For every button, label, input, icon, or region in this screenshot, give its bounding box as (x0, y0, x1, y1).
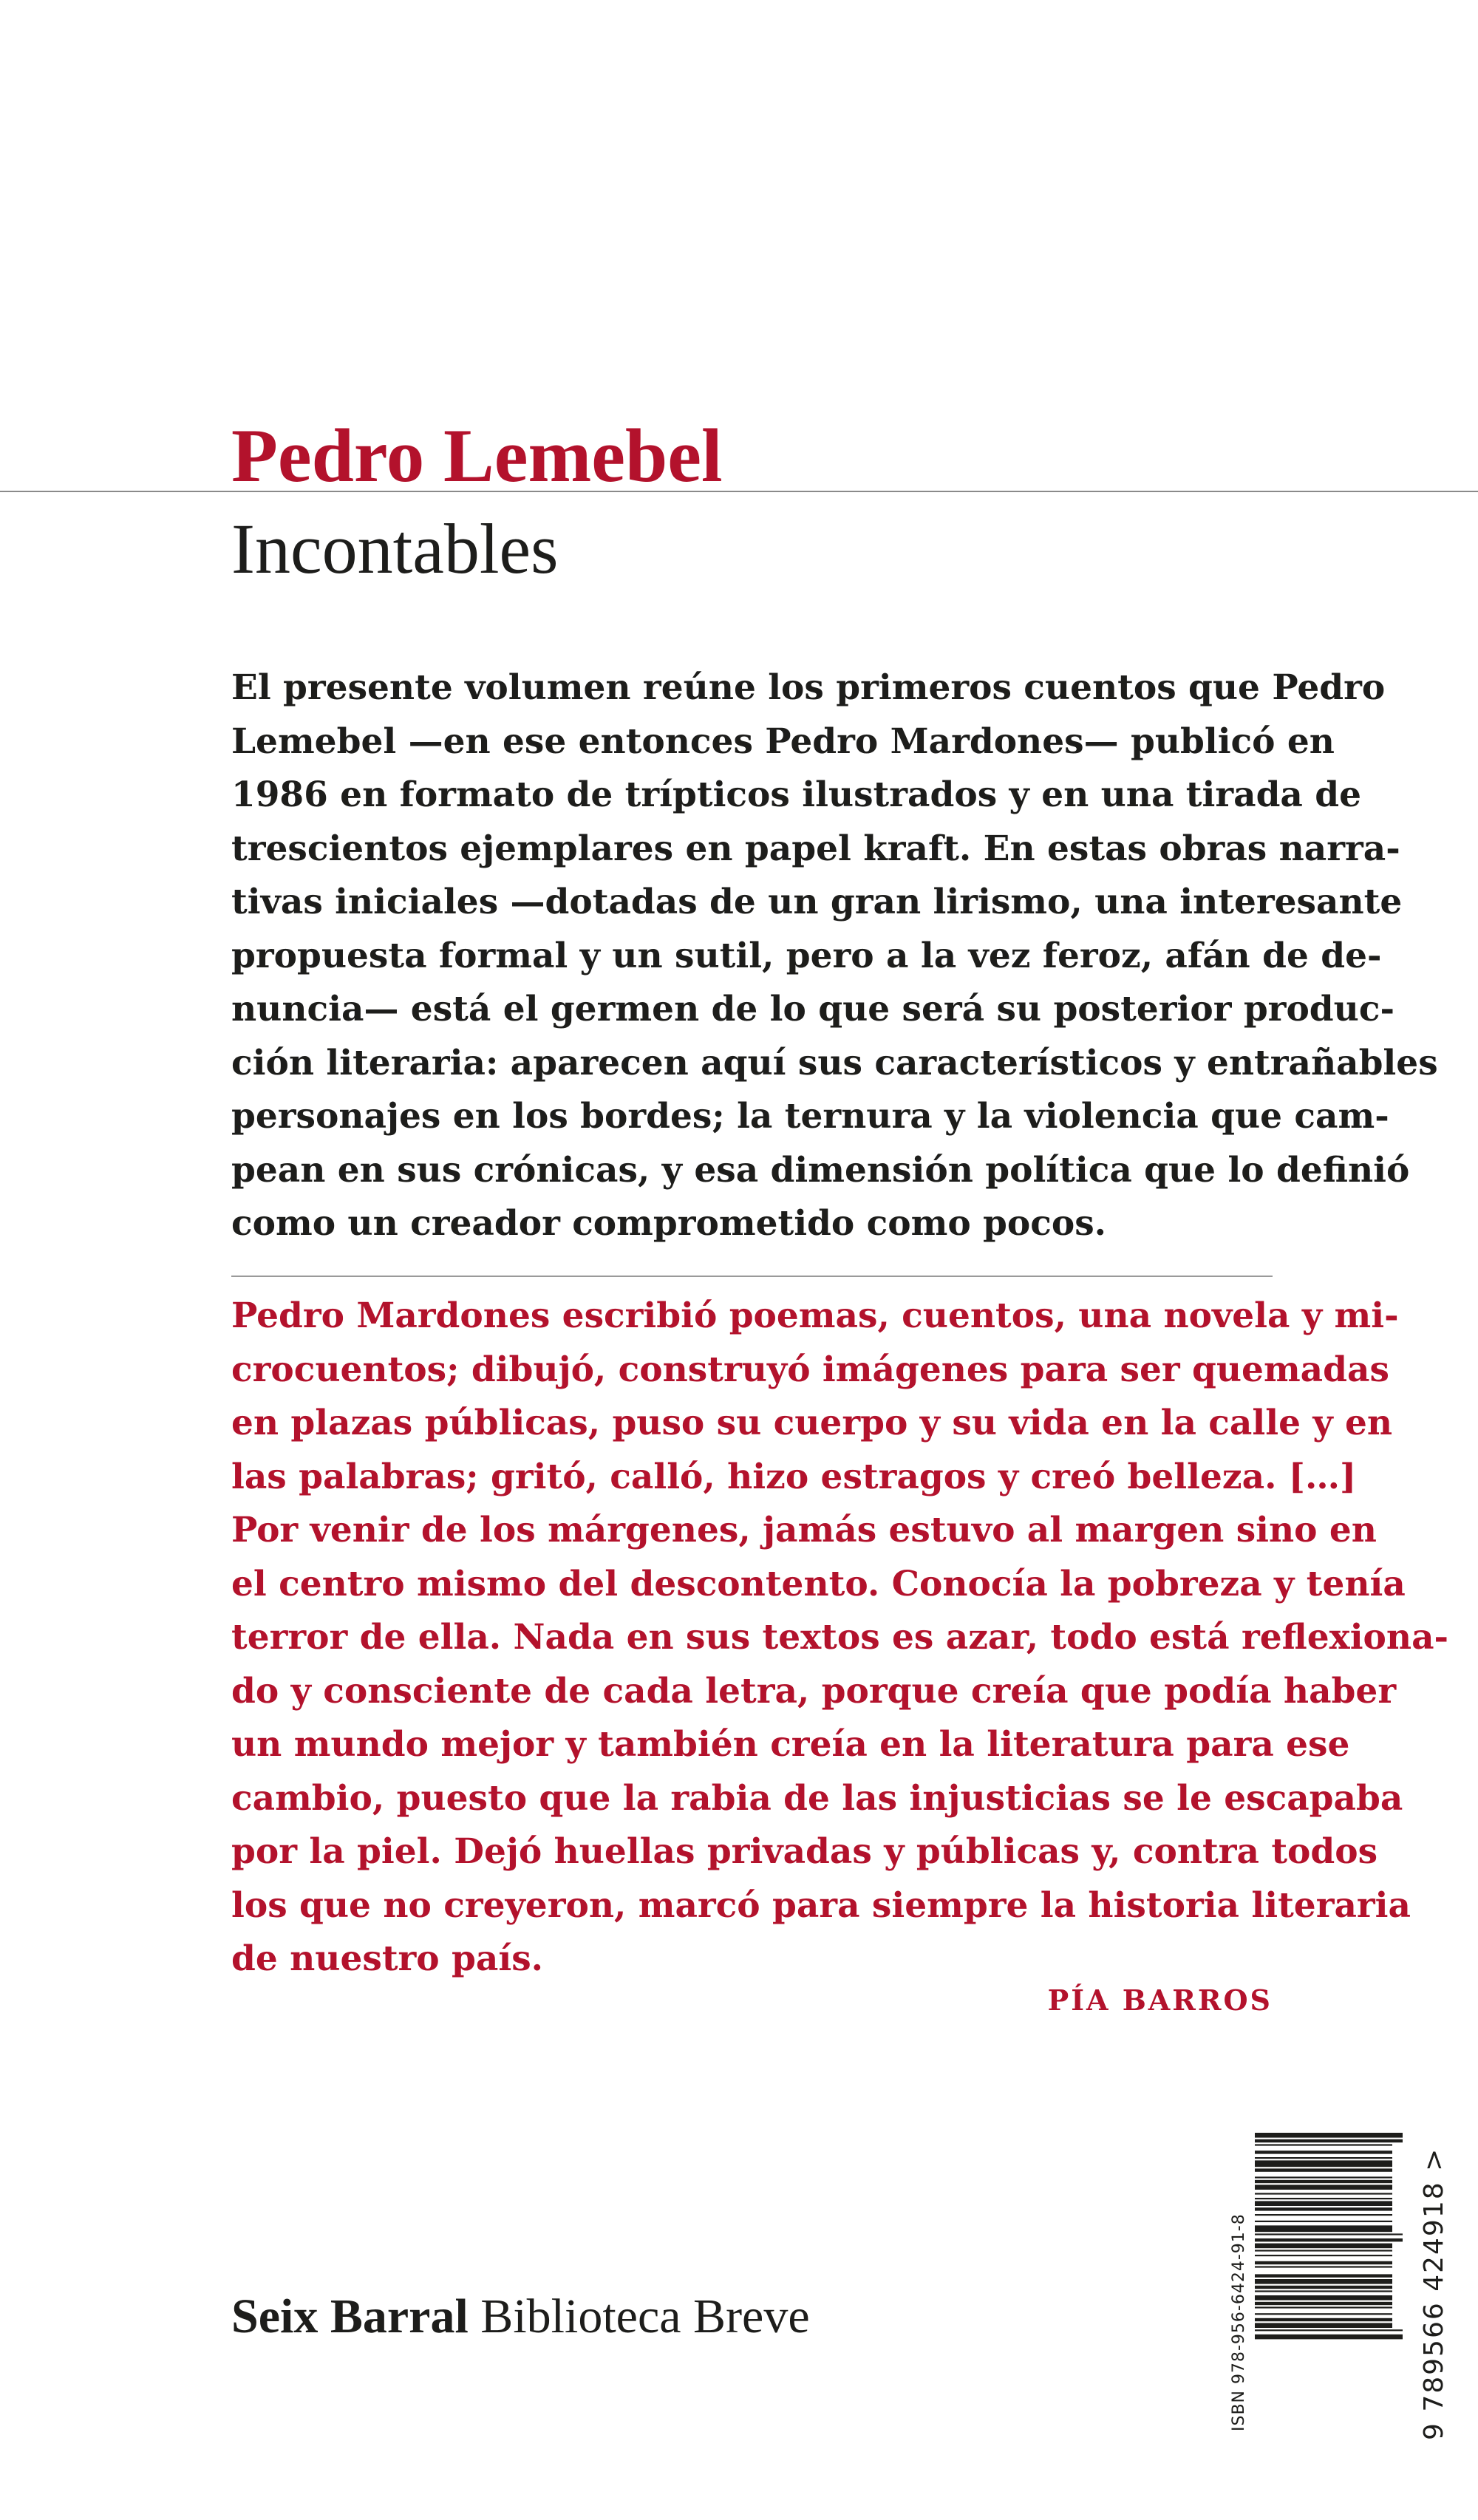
barcode-bar (1255, 2261, 1392, 2264)
barcode-bar (1255, 2180, 1392, 2183)
quote-line: Pedro Mardones escribió poemas, cuentos, una novela y mi- (231, 1295, 1399, 1336)
quote-line: cambio, puesto que la rabia de las injusticias se le escapaba (231, 1777, 1403, 1819)
barcode-bar (1255, 2286, 1392, 2289)
barcode-bar (1255, 2139, 1403, 2142)
barcode-bar (1255, 2233, 1403, 2235)
barcode-bar (1255, 2238, 1403, 2241)
quote-line: de nuestro país. (231, 1938, 544, 1979)
barcode-bar (1255, 2302, 1392, 2305)
barcode-bar (1255, 2279, 1392, 2284)
barcode-bar (1255, 2335, 1403, 2340)
barcode-icon (1203, 2127, 1440, 2441)
barcode-bar (1255, 2306, 1392, 2308)
barcode-bar (1255, 2323, 1392, 2328)
section-divider (231, 1276, 1273, 1277)
barcode-bar (1255, 2255, 1392, 2256)
barcode-bar (1255, 2313, 1392, 2315)
synopsis-line: El presente volumen reúne los primeros cuentos que Pedro (231, 667, 1386, 708)
barcode-bar (1255, 2266, 1392, 2267)
book-title: Incontables (231, 509, 559, 588)
synopsis-line: tivas iniciales —dotadas de un gran lirismo, una interesante (231, 882, 1403, 922)
barcode-bar (1255, 2150, 1392, 2153)
barcode-bar (1255, 2295, 1392, 2301)
barcode-bar (1255, 2318, 1392, 2321)
synopsis-line: nuncia— está el germen de lo que será su posterior produc- (231, 989, 1394, 1029)
barcode-bar (1255, 2198, 1392, 2199)
quote-line: un mundo mejor y también creía en la literatura para ese (231, 1724, 1350, 1765)
collection-name: Biblioteca Breve (480, 2289, 810, 2343)
barcode-bar (1255, 2160, 1392, 2167)
barcode-bar (1255, 2244, 1392, 2249)
quote-line: en plazas públicas, puso su cuerpo y su vida en la calle y en (231, 1403, 1393, 1443)
barcode-bar (1255, 2201, 1392, 2206)
barcode-bar (1255, 2168, 1392, 2171)
author-name: Pedro Lemebel (231, 414, 723, 498)
quote-line: terror de ella. Nada en sus textos es azar, todo está reflexiona- (231, 1617, 1449, 1658)
quote-line: crocuentos; dibujó, construyó imágenes para ser quemadas (231, 1349, 1389, 1390)
isbn-number: ISBN 978-956-6424-91-8 (1230, 2213, 1248, 2431)
synopsis-line: trescientos ejemplares en papel kraft. En estas obras narra- (231, 828, 1400, 869)
barcode-bar (1255, 2184, 1392, 2190)
synopsis-line: pean en sus crónicas, y esa dimensión política que lo definió (231, 1149, 1410, 1191)
quote-line: las palabras; gritó, calló, hizo estragos y creó belleza. […] (231, 1456, 1357, 1497)
barcode-bar (1255, 2250, 1392, 2251)
synopsis-paragraph (231, 661, 1438, 1251)
synopsis-line: ción literaria: aparecen aquí sus característicos y entrañables (231, 1042, 1438, 1083)
quote-line: por la piel. Dejó huellas privadas y públicas y, contra todos (231, 1831, 1378, 1872)
barcode-bar (1255, 2133, 1403, 2138)
blurb-quote (231, 1290, 1449, 1986)
quote-line: do y consciente de cada letra, porque creía que podía haber (231, 1670, 1397, 1712)
barcode-bar (1255, 2214, 1392, 2216)
quote-line: Por venir de los márgenes, jamás estuvo al margen sino en (231, 1510, 1377, 1550)
quote-line: el centro mismo del descontento. Conocía la pobreza y tenía (231, 1563, 1406, 1604)
barcode-bar (1255, 2329, 1403, 2331)
synopsis-line: personajes en los bordes; la ternura y la violencia que cam- (231, 1096, 1389, 1137)
publisher-imprint (231, 2289, 810, 2343)
barcode-digit-text: 9 789566 424918 > (1419, 2147, 1449, 2440)
barcode-bar (1255, 2221, 1392, 2222)
synopsis-line: Lemebel —en ese entonces Pedro Mardones— publicó en (231, 721, 1335, 762)
quote-line: los que no creyeron, marcó para siempre la historia literaria (231, 1884, 1411, 1926)
synopsis-line: como un creador comprometido como pocos. (231, 1203, 1107, 1244)
publisher-name: Seix Barral (231, 2289, 469, 2343)
barcode-bar (1255, 2157, 1392, 2159)
synopsis-line: 1986 en formato de trípticos ilustrados y en una tirada de (231, 774, 1362, 815)
top-rule (0, 491, 1478, 492)
barcode-bar (1255, 2290, 1392, 2292)
barcode-bar (1255, 2144, 1392, 2145)
barcode-bar (1255, 2207, 1392, 2210)
quote-attribution: PÍA BARROS (1047, 1983, 1273, 2017)
barcode-bar (1255, 2193, 1392, 2194)
barcode-bar (1255, 2176, 1392, 2178)
synopsis-line: propuesta formal y un sutil, pero a la vez feroz, afán de de- (231, 935, 1382, 976)
barcode-bar (1255, 2225, 1392, 2232)
barcode-bar (1255, 2274, 1392, 2277)
